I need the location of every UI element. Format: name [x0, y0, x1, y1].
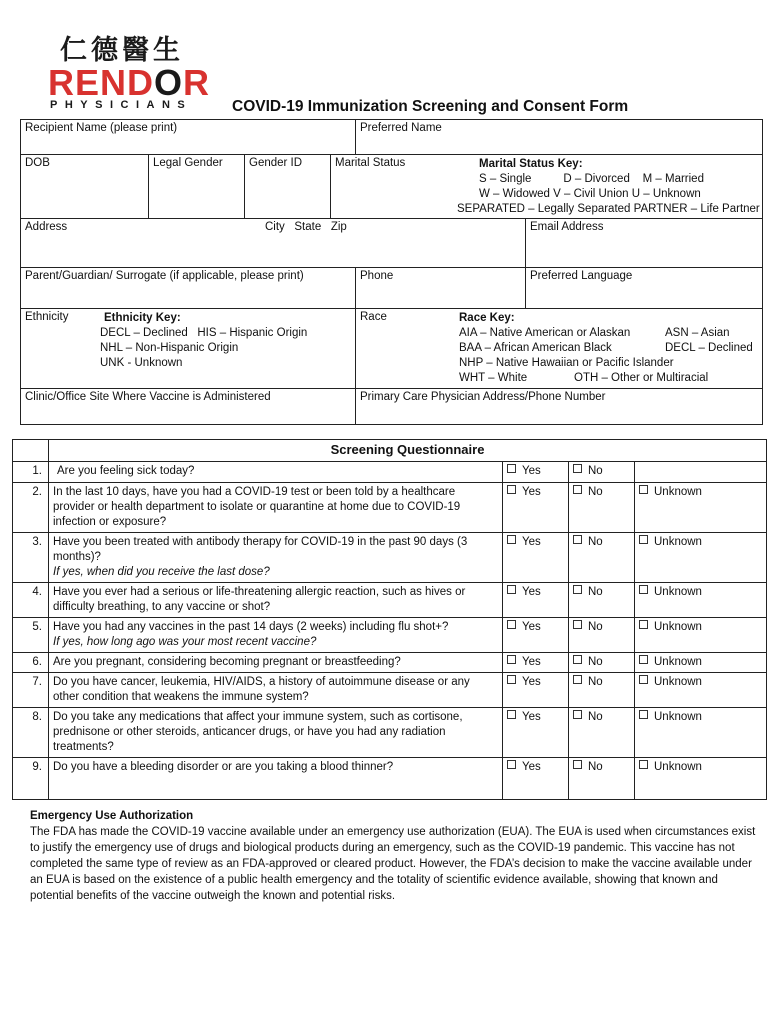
yes-cell	[503, 618, 569, 653]
parent-guardian-field[interactable]: Parent/Guardian/ Surrogate (if applicable, please print)	[21, 268, 356, 309]
question-number: 3.	[13, 533, 49, 583]
race-field[interactable]	[356, 309, 763, 389]
checkbox-square-icon	[573, 710, 582, 719]
question-text-main: Do you have cancer, leukemia, HIV/AIDS, a history of autoimmune disease or any other condition that weakens the immune system?	[53, 676, 470, 703]
race-key-line: WHT – White	[459, 372, 528, 384]
no-checkbox[interactable]	[573, 586, 603, 598]
question-text-main: Do you take any medications that affect your immune system, such as cortisone, prednisone or other steroids, anticancer drugs, or have you had any radiation treatments?	[53, 711, 463, 753]
unknown-label: Unknown	[654, 621, 702, 633]
unknown-checkbox[interactable]	[639, 761, 702, 773]
yes-label: Yes	[522, 621, 541, 633]
yes-checkbox[interactable]	[507, 465, 541, 477]
logo-tagline: PHYSICIANS	[50, 99, 193, 111]
no-cell	[569, 708, 635, 758]
legal-gender-field[interactable]: Legal Gender	[149, 155, 245, 219]
question-number: 7.	[13, 673, 49, 708]
unknown-cell	[635, 653, 767, 673]
ethnicity-key-line: UNK - Unknown	[100, 357, 183, 369]
yes-cell	[503, 708, 569, 758]
no-cell	[569, 758, 635, 800]
dob-field[interactable]: DOB	[21, 155, 149, 219]
checkbox-square-icon	[573, 620, 582, 629]
checkbox-square-icon	[507, 535, 516, 544]
question-number: 1.	[13, 462, 49, 483]
checkbox-square-icon	[639, 535, 648, 544]
questionnaire-header: Screening Questionnaire	[49, 440, 767, 462]
no-cell	[569, 673, 635, 708]
yes-checkbox[interactable]	[507, 536, 541, 548]
question-text	[49, 533, 503, 583]
yes-label: Yes	[522, 536, 541, 548]
question-text-main: Have you ever had a serious or life-threatening allergic reaction, such as hives or difficulty breathing, to any vaccine or shot?	[53, 586, 466, 613]
question-row	[13, 462, 767, 483]
logo-wordmark-part1: REND	[48, 62, 155, 103]
checkbox-square-icon	[639, 655, 648, 664]
no-label: No	[588, 761, 603, 773]
checkbox-square-icon	[507, 485, 516, 494]
checkbox-square-icon	[573, 464, 582, 473]
email-field[interactable]: Email Address	[526, 219, 763, 268]
question-text	[49, 758, 503, 800]
question-row	[13, 483, 767, 533]
recipient-info-table	[20, 119, 763, 425]
unknown-label: Unknown	[654, 486, 702, 498]
marital-key-line: SEPARATED – Legally Separated PARTNER – Life Partner	[457, 203, 760, 215]
yes-checkbox[interactable]	[507, 711, 541, 723]
checkbox-square-icon	[573, 535, 582, 544]
yes-cell	[503, 462, 569, 483]
marital-key-title: Marital Status Key:	[479, 158, 583, 170]
marital-key-line: S – Single D – Divorced M – Married	[479, 173, 704, 185]
question-row	[13, 673, 767, 708]
yes-cell	[503, 653, 569, 673]
ethnicity-field[interactable]	[21, 309, 356, 389]
unknown-label: Unknown	[654, 676, 702, 688]
address-field[interactable]	[21, 219, 526, 268]
checkbox-square-icon	[507, 464, 516, 473]
question-text-main: Do you have a bleeding disorder or are you taking a blood thinner?	[53, 761, 394, 773]
no-cell	[569, 483, 635, 533]
race-key-line: OTH – Other or Multiracial	[574, 372, 709, 384]
race-key-line: BAA – African American Black	[459, 342, 612, 354]
unknown-cell	[635, 673, 767, 708]
recipient-name-field[interactable]: Recipient Name (please print)	[21, 120, 356, 155]
yes-checkbox[interactable]	[507, 676, 541, 688]
unknown-checkbox[interactable]	[639, 621, 702, 633]
unknown-checkbox[interactable]	[639, 676, 702, 688]
question-row	[13, 653, 767, 673]
ethnicity-key-line: DECL – Declined HIS – Hispanic Origin	[100, 327, 308, 339]
question-number: 2.	[13, 483, 49, 533]
logo-chinese-name: 仁德醫生	[60, 35, 184, 66]
question-text	[49, 618, 503, 653]
question-row	[13, 583, 767, 618]
pcp-field[interactable]: Primary Care Physician Address/Phone Number	[356, 389, 763, 425]
ethnicity-key-line: NHL – Non-Hispanic Origin	[100, 342, 239, 354]
unknown-checkbox[interactable]	[639, 586, 702, 598]
unknown-label: Unknown	[654, 711, 702, 723]
checkbox-square-icon	[507, 585, 516, 594]
yes-label: Yes	[522, 586, 541, 598]
yes-cell	[503, 583, 569, 618]
eua-body: The FDA has made the COVID-19 vaccine available under an emergency use authorization (EUA). The EUA is used when circumstances exist to justify the emergency use of drugs and biological products during an emergency, such as the COVID-19 pandemic. This vaccine has not completed the same type of review as an FDA-approved or cleared product. However, the FDA’s decision to make the vaccine available under an EUA is based on the existence of a public health emergency and the totality of scientific evidence available, showing that known and potential benefits of the vaccine outweigh the known and potential risks.	[30, 826, 756, 902]
logo-physician-o: O	[154, 62, 184, 103]
no-label: No	[588, 621, 603, 633]
no-checkbox[interactable]	[573, 676, 603, 688]
yes-checkbox[interactable]	[507, 621, 541, 633]
yes-label: Yes	[522, 465, 541, 477]
yes-label: Yes	[522, 656, 541, 668]
race-key-line: DECL – Declined	[665, 342, 753, 354]
question-number: 6.	[13, 653, 49, 673]
question-text-main: Are you pregnant, considering becoming pregnant or breastfeeding?	[53, 656, 401, 668]
unknown-checkbox[interactable]	[639, 536, 702, 548]
no-label: No	[588, 586, 603, 598]
unknown-cell	[635, 462, 767, 483]
question-row	[13, 533, 767, 583]
checkbox-square-icon	[573, 675, 582, 684]
question-text	[49, 673, 503, 708]
phone-field[interactable]: Phone	[356, 268, 526, 309]
question-followup-note: If yes, when did you receive the last dose?	[53, 566, 270, 578]
checkbox-square-icon	[639, 760, 648, 769]
question-text-main: In the last 10 days, have you had a COVID-19 test or been told by a healthcare provider or health department to isolate or quarantine at home due to COVID-19 infection or exposure?	[53, 486, 461, 528]
race-key	[459, 311, 759, 386]
checkbox-square-icon	[507, 760, 516, 769]
no-cell	[569, 618, 635, 653]
unknown-checkbox[interactable]	[639, 486, 702, 498]
city-state-zip-label: City State Zip	[265, 221, 347, 233]
checkbox-square-icon	[573, 485, 582, 494]
yes-label: Yes	[522, 711, 541, 723]
checkbox-square-icon	[639, 585, 648, 594]
no-label: No	[588, 536, 603, 548]
no-checkbox[interactable]	[573, 621, 603, 633]
checkbox-square-icon	[639, 675, 648, 684]
question-row	[13, 708, 767, 758]
no-checkbox[interactable]	[573, 761, 603, 773]
clinic-site-field[interactable]: Clinic/Office Site Where Vaccine is Administered	[21, 389, 356, 425]
marital-status-key	[457, 157, 760, 217]
checkbox-square-icon	[507, 710, 516, 719]
unknown-cell	[635, 583, 767, 618]
question-text-main: Are you feeling sick today?	[57, 465, 195, 477]
address-label: Address	[25, 221, 68, 233]
yes-checkbox[interactable]	[507, 656, 541, 668]
no-cell	[569, 583, 635, 618]
preferred-language-field[interactable]: Preferred Language	[526, 268, 763, 309]
checkbox-square-icon	[573, 585, 582, 594]
unknown-checkbox[interactable]	[639, 711, 702, 723]
question-text-main: Have you had any vaccines in the past 14 days (2 weeks) including flu shot+?	[53, 621, 449, 633]
yes-cell	[503, 533, 569, 583]
marital-status-label: Marital Status	[335, 157, 406, 169]
no-checkbox[interactable]	[573, 536, 603, 548]
screening-questionnaire-table	[12, 439, 767, 800]
ethnicity-label: Ethnicity	[25, 311, 69, 323]
question-text	[49, 462, 503, 483]
page-title: COVID-19 Immunization Screening and Consent Form	[232, 98, 629, 115]
unknown-cell	[635, 483, 767, 533]
unknown-cell	[635, 618, 767, 653]
gender-id-field[interactable]: Gender ID	[245, 155, 331, 219]
yes-cell	[503, 483, 569, 533]
no-label: No	[588, 711, 603, 723]
question-number: 5.	[13, 618, 49, 653]
logo-wordmark	[48, 62, 210, 104]
yes-cell	[503, 673, 569, 708]
question-followup-note: If yes, how long ago was your most recent vaccine?	[53, 636, 317, 648]
header-spacer	[13, 440, 49, 462]
race-label: Race	[360, 311, 387, 323]
unknown-checkbox[interactable]	[639, 656, 702, 668]
unknown-label: Unknown	[654, 656, 702, 668]
checkbox-square-icon	[507, 655, 516, 664]
no-checkbox[interactable]	[573, 465, 603, 477]
checkbox-square-icon	[573, 655, 582, 664]
no-cell	[569, 533, 635, 583]
race-key-line: NHP – Native Hawaiian or Pacific Islander	[459, 357, 674, 369]
race-key-line: ASN – Asian	[665, 327, 730, 339]
checkbox-square-icon	[639, 710, 648, 719]
no-checkbox[interactable]	[573, 486, 603, 498]
unknown-cell	[635, 533, 767, 583]
unknown-cell	[635, 758, 767, 800]
question-row	[13, 618, 767, 653]
yes-label: Yes	[522, 761, 541, 773]
ethnicity-key-title: Ethnicity Key:	[104, 312, 181, 324]
question-text	[49, 483, 503, 533]
no-label: No	[588, 676, 603, 688]
no-label: No	[588, 486, 603, 498]
logo-wordmark-part2: R	[183, 62, 211, 103]
checkbox-square-icon	[639, 485, 648, 494]
question-number: 8.	[13, 708, 49, 758]
eua-section	[30, 808, 762, 904]
race-key-title: Race Key:	[459, 312, 515, 324]
no-cell	[569, 462, 635, 483]
question-text-main: Have you been treated with antibody therapy for COVID-19 in the past 90 days (3 months)?	[53, 536, 468, 563]
eua-heading: Emergency Use Authorization	[30, 810, 194, 822]
unknown-label: Unknown	[654, 586, 702, 598]
no-checkbox[interactable]	[573, 656, 603, 668]
question-row	[13, 758, 767, 800]
checkbox-square-icon	[507, 675, 516, 684]
yes-checkbox[interactable]	[507, 586, 541, 598]
ethnicity-key	[100, 311, 307, 371]
race-key-line: AIA – Native American or Alaskan	[459, 327, 631, 339]
no-cell	[569, 653, 635, 673]
checkbox-square-icon	[639, 620, 648, 629]
question-text	[49, 653, 503, 673]
yes-label: Yes	[522, 486, 541, 498]
checkbox-square-icon	[573, 760, 582, 769]
marital-status-field[interactable]	[331, 155, 763, 219]
unknown-cell	[635, 708, 767, 758]
checkbox-square-icon	[507, 620, 516, 629]
no-label: No	[588, 465, 603, 477]
marital-key-line: W – Widowed V – Civil Union U – Unknown	[479, 188, 701, 200]
unknown-label: Unknown	[654, 536, 702, 548]
question-text	[49, 583, 503, 618]
yes-label: Yes	[522, 676, 541, 688]
preferred-name-field[interactable]: Preferred Name	[356, 120, 763, 155]
no-checkbox[interactable]	[573, 711, 603, 723]
no-label: No	[588, 656, 603, 668]
yes-checkbox[interactable]	[507, 761, 541, 773]
yes-checkbox[interactable]	[507, 486, 541, 498]
question-number: 9.	[13, 758, 49, 800]
question-number: 4.	[13, 583, 49, 618]
yes-cell	[503, 758, 569, 800]
unknown-label: Unknown	[654, 761, 702, 773]
question-text	[49, 708, 503, 758]
